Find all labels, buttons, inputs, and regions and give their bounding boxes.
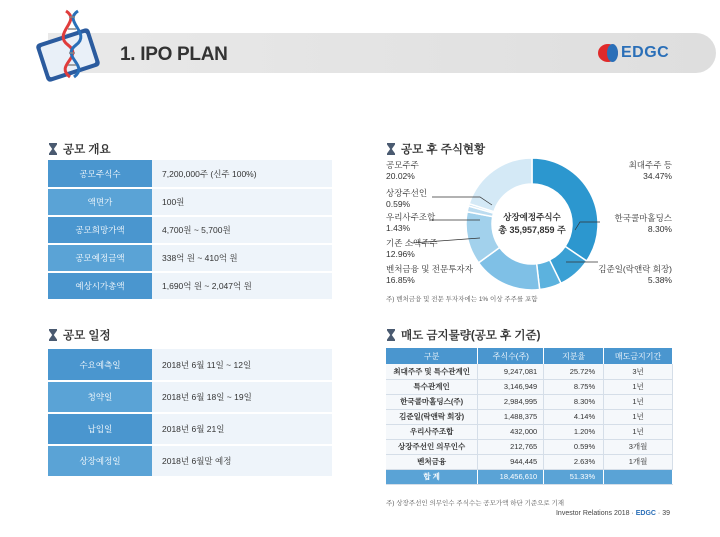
table-row <box>48 445 332 477</box>
cell-category: 상장주선인 의무인수 <box>386 439 478 454</box>
footer-text: Investor Relations 2018 · <box>555 510 636 517</box>
cell-category: 한국콜마홀딩스(주) <box>386 394 478 409</box>
cell-ratio: 4.14% <box>544 409 604 424</box>
cell-category: 합 계 <box>386 469 478 484</box>
cell-shares: 1,488,375 <box>478 409 544 424</box>
lockup-note: 주) 상장주선인 의무인수 주식수는 공모가액 하단 기준으로 기재 <box>386 500 565 507</box>
schedule-title-text: 공모 일정 <box>63 330 111 342</box>
label-major <box>629 160 672 182</box>
table-row <box>48 272 332 300</box>
schedule-title <box>48 327 111 343</box>
lockup-table <box>386 348 673 485</box>
shareholding-note: 주) 벤처금융 및 전문 투자자에는 1% 이상 주주를 포함 <box>386 296 538 303</box>
row-key: 수요예측일 <box>48 349 152 381</box>
label-esop-pct: 1.43% <box>386 223 411 233</box>
table-row <box>48 381 332 413</box>
cell-ratio: 8.30% <box>544 394 604 409</box>
col-header-category: 구분 <box>386 348 478 364</box>
table-row <box>48 160 332 188</box>
col-header-ratio: 지분율 <box>544 348 604 364</box>
overview-table <box>48 160 332 301</box>
label-existing-name: 기존 소액주주 <box>386 238 438 248</box>
label-major-name: 최대주주 등 <box>628 160 672 170</box>
cell-ratio: 2.63% <box>544 454 604 469</box>
cell-category: 우리사주조합 <box>386 424 478 439</box>
cell-period <box>604 469 673 484</box>
cell-period: 1개월 <box>604 454 673 469</box>
label-esop <box>386 212 435 234</box>
cell-shares: 944,445 <box>478 454 544 469</box>
row-key: 청약일 <box>48 381 152 413</box>
overview-title <box>48 141 111 157</box>
cell-ratio: 0.59% <box>544 439 604 454</box>
cell-period: 3개월 <box>604 439 673 454</box>
cell-period: 1년 <box>604 394 673 409</box>
table-row <box>386 454 673 469</box>
cell-ratio: 1.20% <box>544 424 604 439</box>
lockup-title <box>386 327 540 343</box>
table-row <box>386 439 673 454</box>
label-vc <box>386 264 473 286</box>
table-row <box>386 379 673 394</box>
cell-category: 김준일(락앤락 회장) <box>386 409 478 424</box>
row-value: 1,690억 원 ~ 2,047억 원 <box>152 272 332 300</box>
hourglass-icon <box>48 143 58 155</box>
table-row <box>386 409 673 424</box>
dna-tablet-icon <box>22 5 112 85</box>
label-underwriter-pct: 0.59% <box>386 199 411 209</box>
cell-period: 1년 <box>604 409 673 424</box>
label-vc-name: 벤처금융 및 전문투자자 <box>386 264 473 274</box>
label-public <box>386 160 419 182</box>
row-value: 2018년 6월 21일 <box>152 413 332 445</box>
row-key: 예상시가총액 <box>48 272 152 300</box>
label-kim <box>598 264 672 286</box>
cell-shares: 212,765 <box>478 439 544 454</box>
table-row <box>386 364 673 379</box>
label-public-name: 공모주주 <box>386 160 419 170</box>
cell-shares: 9,247,081 <box>478 364 544 379</box>
label-existing <box>386 238 438 260</box>
label-kcolma-pct: 8.30% <box>647 224 672 234</box>
page-footer <box>556 510 670 517</box>
label-underwriter <box>386 188 427 210</box>
donut-center-total: 총 35,957,859 주 <box>498 225 566 235</box>
cell-category: 최대주주 및 특수관계인 <box>386 364 478 379</box>
edgc-logo-text: EDGC <box>621 44 670 61</box>
row-value: 2018년 6월 18일 ~ 19일 <box>152 381 332 413</box>
row-key: 공모희망가액 <box>48 216 152 244</box>
schedule-table <box>48 349 332 478</box>
hourglass-icon <box>48 329 58 341</box>
cell-shares: 432,000 <box>478 424 544 439</box>
label-kcolma-name: 한국콜마홀딩스 <box>614 213 672 223</box>
cell-ratio: 25.72% <box>544 364 604 379</box>
label-kim-pct: 5.38% <box>647 275 672 285</box>
edgc-logo <box>598 44 669 62</box>
footer-page-number: · 39 <box>655 510 670 517</box>
table-row <box>48 413 332 445</box>
table-row <box>48 244 332 272</box>
footer-brand: EDGC <box>635 510 656 517</box>
row-value: 2018년 6월 11일 ~ 12일 <box>152 349 332 381</box>
cell-period: 1년 <box>604 379 673 394</box>
row-value: 100원 <box>152 188 332 216</box>
table-row <box>386 424 673 439</box>
col-header-period: 매도금지기간 <box>604 348 673 364</box>
table-row <box>48 349 332 381</box>
label-esop-name: 우리사주조합 <box>386 212 436 222</box>
col-header-shares: 주식수(주) <box>478 348 544 364</box>
cell-period: 1년 <box>604 424 673 439</box>
label-major-pct: 34.47% <box>643 171 672 181</box>
hourglass-icon <box>386 329 396 341</box>
table-row <box>386 394 673 409</box>
lockup-title-text: 매도 금지물량(공모 후 기준) <box>401 330 541 342</box>
row-key: 상장예정일 <box>48 445 152 477</box>
page-title: 1. IPO PLAN <box>120 44 228 65</box>
row-value: 2018년 6월말 예정 <box>152 445 332 477</box>
row-value: 7,200,000주 (신주 100%) <box>152 160 332 188</box>
overview-title-text: 공모 개요 <box>63 144 111 156</box>
table-total-row <box>386 469 673 484</box>
label-public-pct: 20.02% <box>386 171 415 181</box>
cell-ratio: 51.33% <box>544 469 604 484</box>
row-key: 공모예정금액 <box>48 244 152 272</box>
row-value: 4,700원 ~ 5,700원 <box>152 216 332 244</box>
cell-shares: 18,456,610 <box>478 469 544 484</box>
table-header-row <box>386 348 673 364</box>
row-key: 액면가 <box>48 188 152 216</box>
cell-shares: 2,984,995 <box>478 394 544 409</box>
row-key: 납입일 <box>48 413 152 445</box>
cell-ratio: 8.75% <box>544 379 604 394</box>
cell-period: 3년 <box>604 364 673 379</box>
label-kim-name: 김준일(락앤락 회장) <box>598 264 672 274</box>
cell-shares: 3,146,949 <box>478 379 544 394</box>
label-underwriter-name: 상장주선인 <box>386 188 428 198</box>
table-row <box>48 188 332 216</box>
label-kcolma <box>615 213 672 235</box>
shareholding-title-text: 공모 후 주식현황 <box>401 144 486 156</box>
cell-category: 벤처금융 <box>386 454 478 469</box>
table-row <box>48 216 332 244</box>
donut-center-label: 상장예정주식수 <box>503 212 561 222</box>
cell-category: 특수관계인 <box>386 379 478 394</box>
row-key: 공모주식수 <box>48 160 152 188</box>
label-vc-pct: 16.85% <box>386 275 415 285</box>
edgc-logo-icon <box>598 44 618 62</box>
label-existing-pct: 12.96% <box>386 249 415 259</box>
row-value: 338억 원 ~ 410억 원 <box>152 244 332 272</box>
